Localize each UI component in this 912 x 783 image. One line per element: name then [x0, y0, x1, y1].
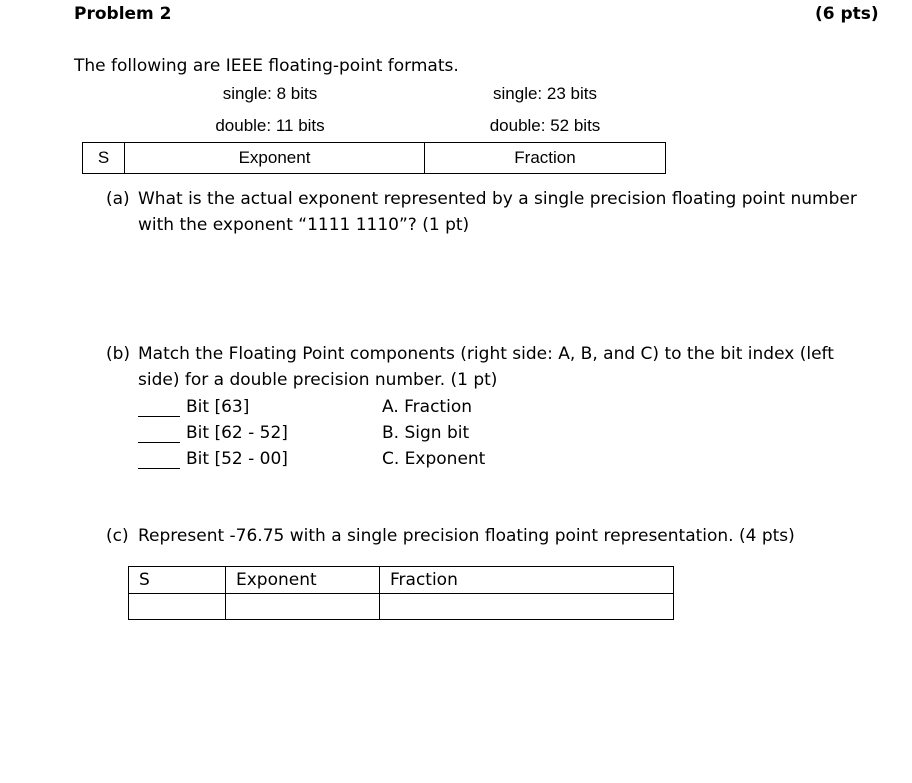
part-a-line-1: What is the actual exponent represented by a single precision floating point number	[138, 189, 857, 209]
format-sign-cell: S	[83, 143, 125, 173]
answer-exponent-cell[interactable]	[226, 594, 380, 619]
part-b-tag: (b)	[106, 344, 131, 364]
part-c-line-1: Represent -76.75 with a single precision floating point representation. (4 pts)	[138, 526, 795, 546]
problem-title: Problem 2	[74, 4, 172, 24]
bit-index-label: Bit [62 - 52]	[186, 423, 288, 443]
format-table	[82, 142, 666, 174]
format-fraction-cell: Fraction	[514, 148, 576, 167]
component-option: B. Sign bit	[382, 423, 470, 443]
answer-sign-header: S	[129, 567, 226, 593]
answer-blank[interactable]	[138, 398, 180, 417]
answer-table	[128, 566, 674, 620]
bit-index-label: Bit [52 - 00]	[186, 449, 288, 469]
part-a-tag: (a)	[106, 189, 130, 209]
fraction-double-label: double: 52 bits	[489, 116, 601, 135]
part-a-line-2: with the exponent “1111 1110”? (1 pt)	[138, 215, 470, 235]
answer-table-row	[129, 593, 673, 619]
answer-exponent-header: Exponent	[226, 567, 380, 593]
bit-index-label: Bit [63]	[186, 397, 250, 417]
intro-text: The following are IEEE floating-point formats.	[74, 56, 459, 76]
answer-fraction-header: Fraction	[390, 570, 458, 590]
exponent-double-label: double: 11 bits	[215, 116, 325, 135]
answer-sign-cell[interactable]	[129, 594, 226, 619]
part-b-line-1: Match the Floating Point components (right side: A, B, and C) to the bit index (left	[138, 344, 834, 364]
answer-fraction-cell[interactable]	[380, 594, 673, 619]
answer-blank[interactable]	[138, 424, 180, 443]
answer-table-header	[129, 567, 673, 593]
component-option: A. Fraction	[382, 397, 472, 417]
format-exponent-cell: Exponent	[125, 143, 425, 173]
fraction-single-label: single: 23 bits	[493, 84, 597, 103]
part-c-tag: (c)	[106, 526, 129, 546]
component-option: C. Exponent	[382, 449, 486, 469]
problem-points: (6 pts)	[815, 4, 879, 24]
part-b-line-2: side) for a double precision number. (1 pt)	[138, 370, 498, 390]
exponent-single-label: single: 8 bits	[222, 84, 318, 103]
answer-blank[interactable]	[138, 450, 180, 469]
